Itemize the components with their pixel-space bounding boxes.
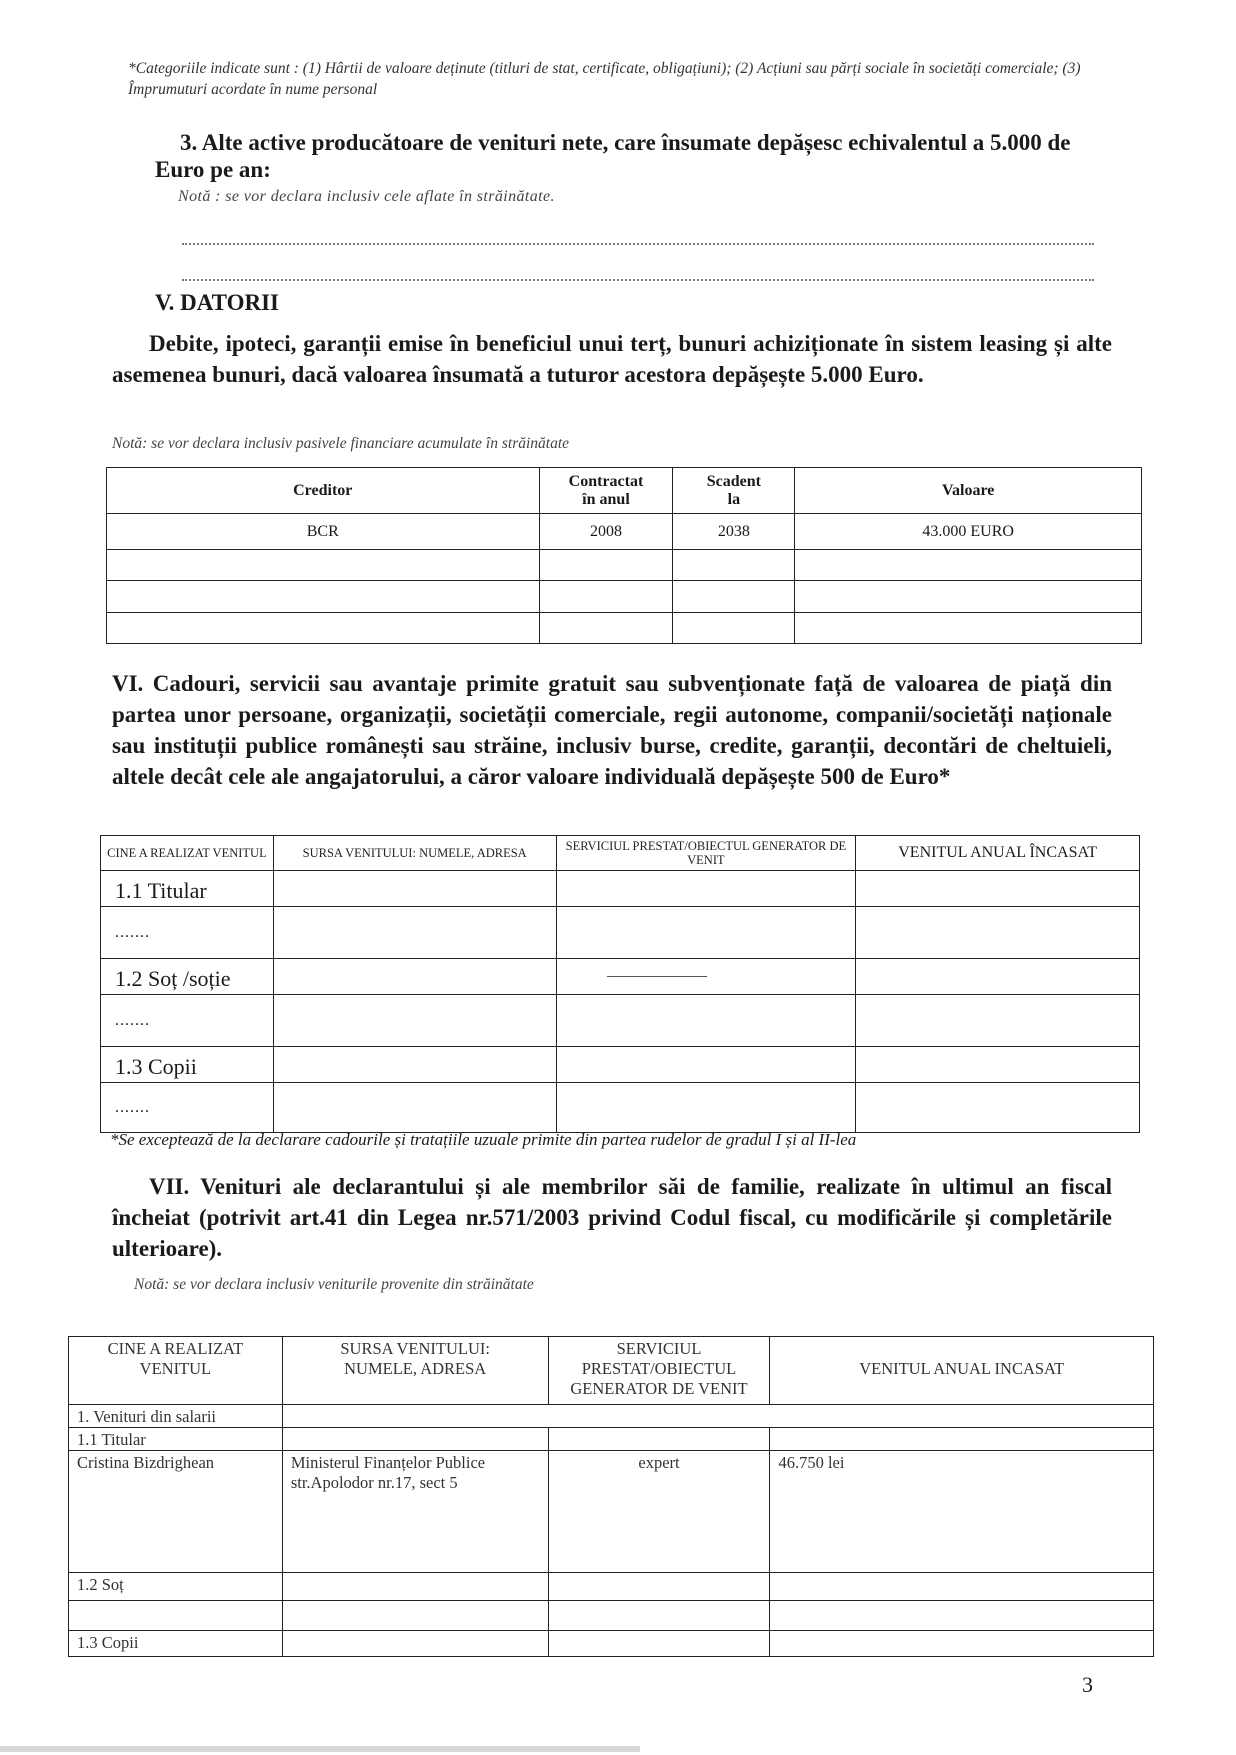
cell-creditor: BCR — [107, 514, 540, 550]
row-dots: ....... — [101, 907, 274, 959]
dotted-fill-line — [182, 279, 1094, 281]
table-row — [101, 959, 1140, 995]
table-header-row — [69, 1337, 1154, 1405]
footnote-categories: *Categoriile indicate sunt : (1) Hârtii de valoare deținute (titluri de stat, certificate, obligațiuni); (2) Acțiuni sau părți sociale în societăți comerciale; (3) Împrumuturi acordate în nume personal — [128, 60, 1081, 98]
header-scadent: Scadent la — [673, 468, 795, 514]
table-header-row — [101, 836, 1140, 871]
cell-serviciu: expert — [548, 1451, 770, 1573]
row-dots: ....... — [101, 995, 274, 1047]
dotted-fill-line — [182, 243, 1094, 245]
row-copii: 1.3 Copii — [101, 1047, 274, 1083]
table-row — [101, 1047, 1140, 1083]
table-row — [69, 1573, 1154, 1601]
section5-note: Notă: se vor declara inclusiv pasivele financiare acumulate în străinătate — [112, 435, 570, 452]
table-row — [101, 995, 1140, 1047]
cell-sursa: Ministerul Finanțelor Publice str.Apolodor nr.17, sect 5 — [282, 1451, 548, 1573]
header-contractat: Contractat în anul — [539, 468, 673, 514]
table-row — [69, 1405, 1154, 1428]
section7-title: VII. Venituri ale declarantului și ale membrilor săi de familie, realizate în ultimul an fiscal încheiat (potrivit art.41 din Legea nr.571/2003 privind Codul fiscal, cu modificările și completările ulterioare). — [112, 1174, 1112, 1261]
section5-body: Debite, ipoteci, garanții emise în beneficiul unui terț, bunuri achiziționate în sistem leasing și alte asemenea bunuri, dacă valoarea însumată a tuturor acestora depășește 5.000 Euro. — [112, 331, 1112, 387]
header-serviciu: SERVICIUL PRESTAT/OBIECTUL GENERATOR DE VENIT — [548, 1337, 770, 1405]
section7-note: Notă: se vor declara inclusiv veniturile provenite din străinătate — [134, 1276, 534, 1293]
header-venit: VENITUL ANUAL ÎNCASAT — [856, 836, 1140, 871]
section6-footnote: *Se exceptează de la declarare cadourile și tratațiile uzuale primite din partea rudelor de gradul I și al II-lea — [110, 1130, 857, 1149]
table-header-row — [107, 468, 1142, 514]
header-sursa: SURSA VENITULUI: NUMELE, ADRESA — [273, 836, 556, 871]
row-sot: 1.2 Soț — [69, 1573, 283, 1601]
cell-valoare: 43.000 EURO — [795, 514, 1142, 550]
dash-mark — [556, 959, 856, 995]
table-row — [69, 1631, 1154, 1657]
section3-note: Notă : se vor declara inclusiv cele aflate în străinătate. — [178, 188, 555, 205]
row-titular: 1.1 Titular — [101, 871, 274, 907]
page-number: 3 — [1082, 1672, 1093, 1697]
header-sursa: SURSA VENITULUI: NUMELE, ADRESA — [282, 1337, 548, 1405]
cadouri-table — [100, 835, 1140, 1133]
header-valoare: Valoare — [795, 468, 1142, 514]
section6-title: VI. Cadouri, servicii sau avantaje primite gratuit sau subvenționate față de valoarea de piață din partea unor persoane, organizații, societății comerciale, regii autonome, companii/societăți naționale sau instituții publice românești sau străine, inclusiv burse, credite, garanții, decontări de cheltuieli, altele decât cele ale angajatorului, a căror valoare individuală depășește 500 de Euro* — [112, 671, 1112, 789]
table-row — [107, 550, 1142, 581]
table-row — [107, 514, 1142, 550]
table-row — [69, 1451, 1154, 1573]
row-dots: ....... — [101, 1083, 274, 1133]
section3-title-line1: 3. Alte active producătoare de venituri nete, care însumate depășesc echivalentul a 5.000 de — [180, 130, 1071, 155]
datorii-table — [106, 467, 1142, 644]
table-row — [69, 1428, 1154, 1451]
cell-contractat: 2008 — [539, 514, 673, 550]
table-row — [101, 907, 1140, 959]
cell-person: Cristina Bizdrighean — [69, 1451, 283, 1573]
scan-edge-bar — [0, 1746, 640, 1752]
header-cine: CINE A REALIZAT VENITUL — [101, 836, 274, 871]
header-cine: CINE A REALIZAT VENITUL — [69, 1337, 283, 1405]
header-venit: VENITUL ANUAL INCASAT — [770, 1337, 1154, 1405]
venituri-table — [68, 1336, 1154, 1657]
cell-scadent: 2038 — [673, 514, 795, 550]
header-serviciu: SERVICIUL PRESTAT/OBIECTUL GENERATOR DE VENIT — [556, 836, 856, 871]
row-copii: 1.3 Copii — [69, 1631, 283, 1657]
row-cat-salarii: 1. Venituri din salarii — [69, 1405, 283, 1428]
table-row — [101, 871, 1140, 907]
table-row — [101, 1083, 1140, 1133]
table-row — [107, 581, 1142, 613]
row-titular: 1.1 Titular — [69, 1428, 283, 1451]
table-row — [107, 613, 1142, 644]
section3-title-line2: Euro pe an: — [155, 157, 271, 182]
section5-title: V. DATORII — [155, 290, 279, 315]
cell-venit: 46.750 lei — [770, 1451, 1154, 1573]
row-sot: 1.2 Soț /soție — [101, 959, 274, 995]
header-creditor: Creditor — [107, 468, 540, 514]
table-row — [69, 1601, 1154, 1631]
